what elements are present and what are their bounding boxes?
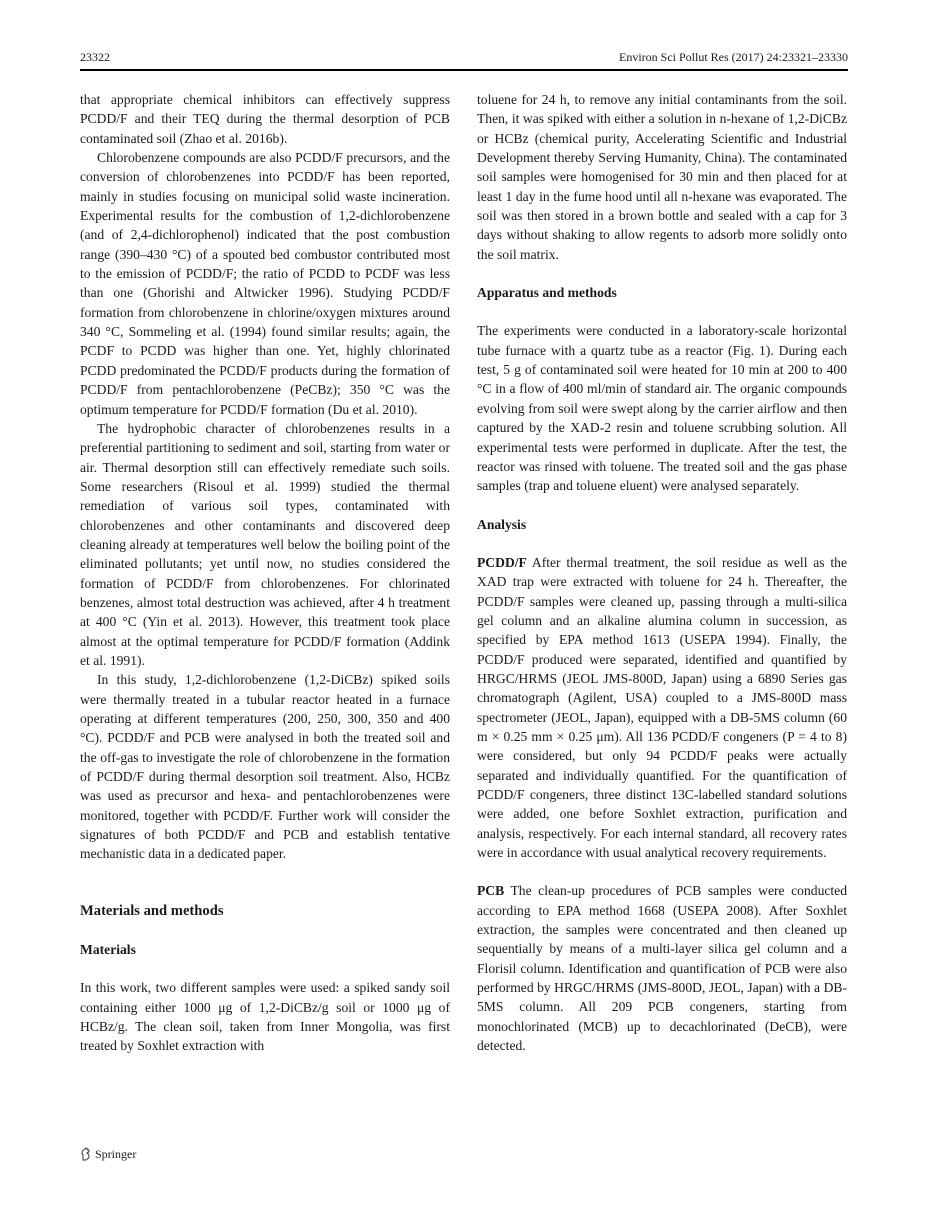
paragraph: The hydrophobic character of chlorobenzenes results in a preferential partitioning to sediment and soil, starting from water or air. Thermal desorption still can effectively remediate such soils. Some researchers (Risoul et al. 1999) studied the thermal remediation of various soil types, contaminated with chlorobenzenes and other contaminants and discovered deep cleaning already at temperatures well below the boiling point of the eliminated pollutants; yet until now, no studies considered the formation of PCDD/F from chlorobenzenes. For chlorinated benzenes, almost total destruction was achieved, after 4 h treatment at 400 °C (Yin et al. 2013). However, this treatment took place almost at the optimal temperature for PCDD/F formation (Addink et al. 1991).	[80, 420, 450, 668]
paragraph: Chlorobenzene compounds are also PCDD/F precursors, and the conversion of chlorobenzenes into PCDD/F has been reported, mainly in studies focusing on municipal solid waste incineration. Experimental results for the combustion of 1,2-dichlorobenzene (and of 2,4-dichlorophenol) indicated that the post combustion range (390–430 °C) of a spouted bed combustor contributed most to the emission of PCDD/F; the ratio of PCDD to PCDF was less than one (Ghorishi and Altwicker 1996). Studying PCDD/F formation from chlorobenzene in chlorine/oxygen mixtures around 340 °C, Sommeling et al. (1994) found similar results; again, the PCDF to PCDD was higher than one. Yet, highly chlorinated PCDD predominated the PCDD/F products during the formation of PCDD/F from pentachlorobenzene (PeCBz); 350 °C was the optimum temperature for PCDD/F formation (Du et al. 2010).	[80, 150, 450, 417]
paragraph-text: After thermal treatment, the soil residue as well as the XAD trap were extracted with toluene for 24 h. Thereafter, the PCDD/F samples were cleaned up, passing through a multi-silica gel column and an alkaline alumina column in succession, as specified by EPA method 1613 (USEPA 1994). Finally, the PCDD/F produced were separated, identified and quantified by HRGC/HRMS (JEOL JMS-800D, Japan) using a 6890 Series gas chromatograph (Agilent, USA) coupled to a JMS-800D mass spectrometer (JEOL, Japan), equipped with a DB-5MS column (60 m × 0.25 mm × 0.25 μm). All 136 PCDD/F congeners (P = 4 to 8) were considered, but only 94 PCDD/F peaks were actually separated and individually quantified. For the quantification of PCDD/F congeners, three distinct 13C-labelled standard solutions were added, one before Soxhlet extraction, purification and analysis, respectively. For each internal standard, all recovery rates were in accordance with usual analytical recovery requirements.	[477, 554, 847, 861]
running-header	[80, 50, 848, 68]
runin-heading: PCB	[477, 883, 505, 899]
footer	[80, 1145, 136, 1163]
publisher-name: Springer	[95, 1146, 137, 1161]
paragraph: The experiments were conducted in a laboratory-scale horizontal tube furnace with a quartz tube as a reactor (Fig. 1). During each test, 5 g of contaminated soil were heated for 10 min at 200 to 400 °C in a flow of 400 ml/min of standard air. The organic compounds evolving from soil were swept along by the carrier airflow and then captured by the XAD-2 resin and toluene scrubbing solution. All experimental tests were performed in duplicate. After the test, the reactor was rinsed with toluene. The treated soil and the gas phase samples (trap and toluene eluent) were analysed separately.	[477, 323, 847, 494]
springer-horse-icon	[80, 1147, 92, 1161]
section-heading: Materials and methods	[80, 902, 224, 919]
runin-heading: PCDD/F	[477, 554, 527, 570]
paragraph: toluene for 24 h, to remove any initial contaminants from the soil. Then, it was spiked with either a solution in n-hexane of 1,2-DiCBz or HCBz (chemical purity, Accelerating Scientific and Industrial Development thereby Serving Humanity, China). The contaminated soil samples were homogenised for 30 min and then placed for at least 1 day in the fume hood until all n-hexane was evaporated. The soil was then stored in a brown bottle and sealed with a cap for 3 days without shaking to allow regents to adsorb more solidly onto the soil matrix.	[477, 92, 847, 262]
right-column	[477, 90, 847, 1055]
left-column	[80, 90, 450, 1056]
paragraph: In this study, 1,2-dichlorobenzene (1,2-DiCBz) spiked soils were thermally treated in a tubular reactor heated in a furnace operating at different temperatures (200, 250, 300, 350 and 400 °C). PCDD/F and PCB were analysed in both the treated soil and the off-gas to investigate the role of chlorobenzene in the formation of PCDD/F during thermal desorption soil treatment. Also, HCBz was used as precursor and hexa- and pentachlorobenzenes were monitored, together with PCDD/F. Further work will consider the signatures of both PCDD/F and PCB and establish tentative mechanistic data in a dedicated paper.	[80, 672, 450, 862]
subsection-heading: Apparatus and methods	[477, 285, 617, 301]
subsection-heading: Analysis	[477, 516, 527, 532]
paragraph-text: The clean-up procedures of PCB samples were conducted according to EPA method 1668 (USEPA 2008). After Soxhlet extraction, the samples were concentrated and then cleaned up sequentially by means of a multi-layer silica gel column and a Florisil column. Identification and quantification of PCB were also performed by HRGC/HRMS (JMS-800D, JEOL, Japan) with a DB-5MS column. All 209 PCB congeners, starting from monochlorinated (MCB) up to decachlorinated (DeCB), were detected.	[477, 883, 848, 1054]
paragraph: In this work, two different samples were used: a spiked sandy soil containing either 1000 μg of 1,2-DiCBz/g soil or 1000 μg of HCBz/g. The clean soil, taken from Inner Mongolia, was first treated by Soxhlet extraction with	[80, 980, 450, 1054]
page-number: 23322	[80, 50, 110, 64]
paragraph-pcb	[477, 881, 847, 1055]
paragraph-pcddf	[477, 553, 847, 863]
subsection-heading: Materials	[80, 942, 136, 958]
header-rule	[80, 69, 848, 71]
paragraph: that appropriate chemical inhibitors can effectively suppress PCDD/F and their TEQ during the thermal desorption of PCB contaminated soil (Zhao et al. 2016b).	[80, 92, 450, 146]
journal-citation: Environ Sci Pollut Res (2017) 24:23321–23330	[619, 50, 848, 64]
